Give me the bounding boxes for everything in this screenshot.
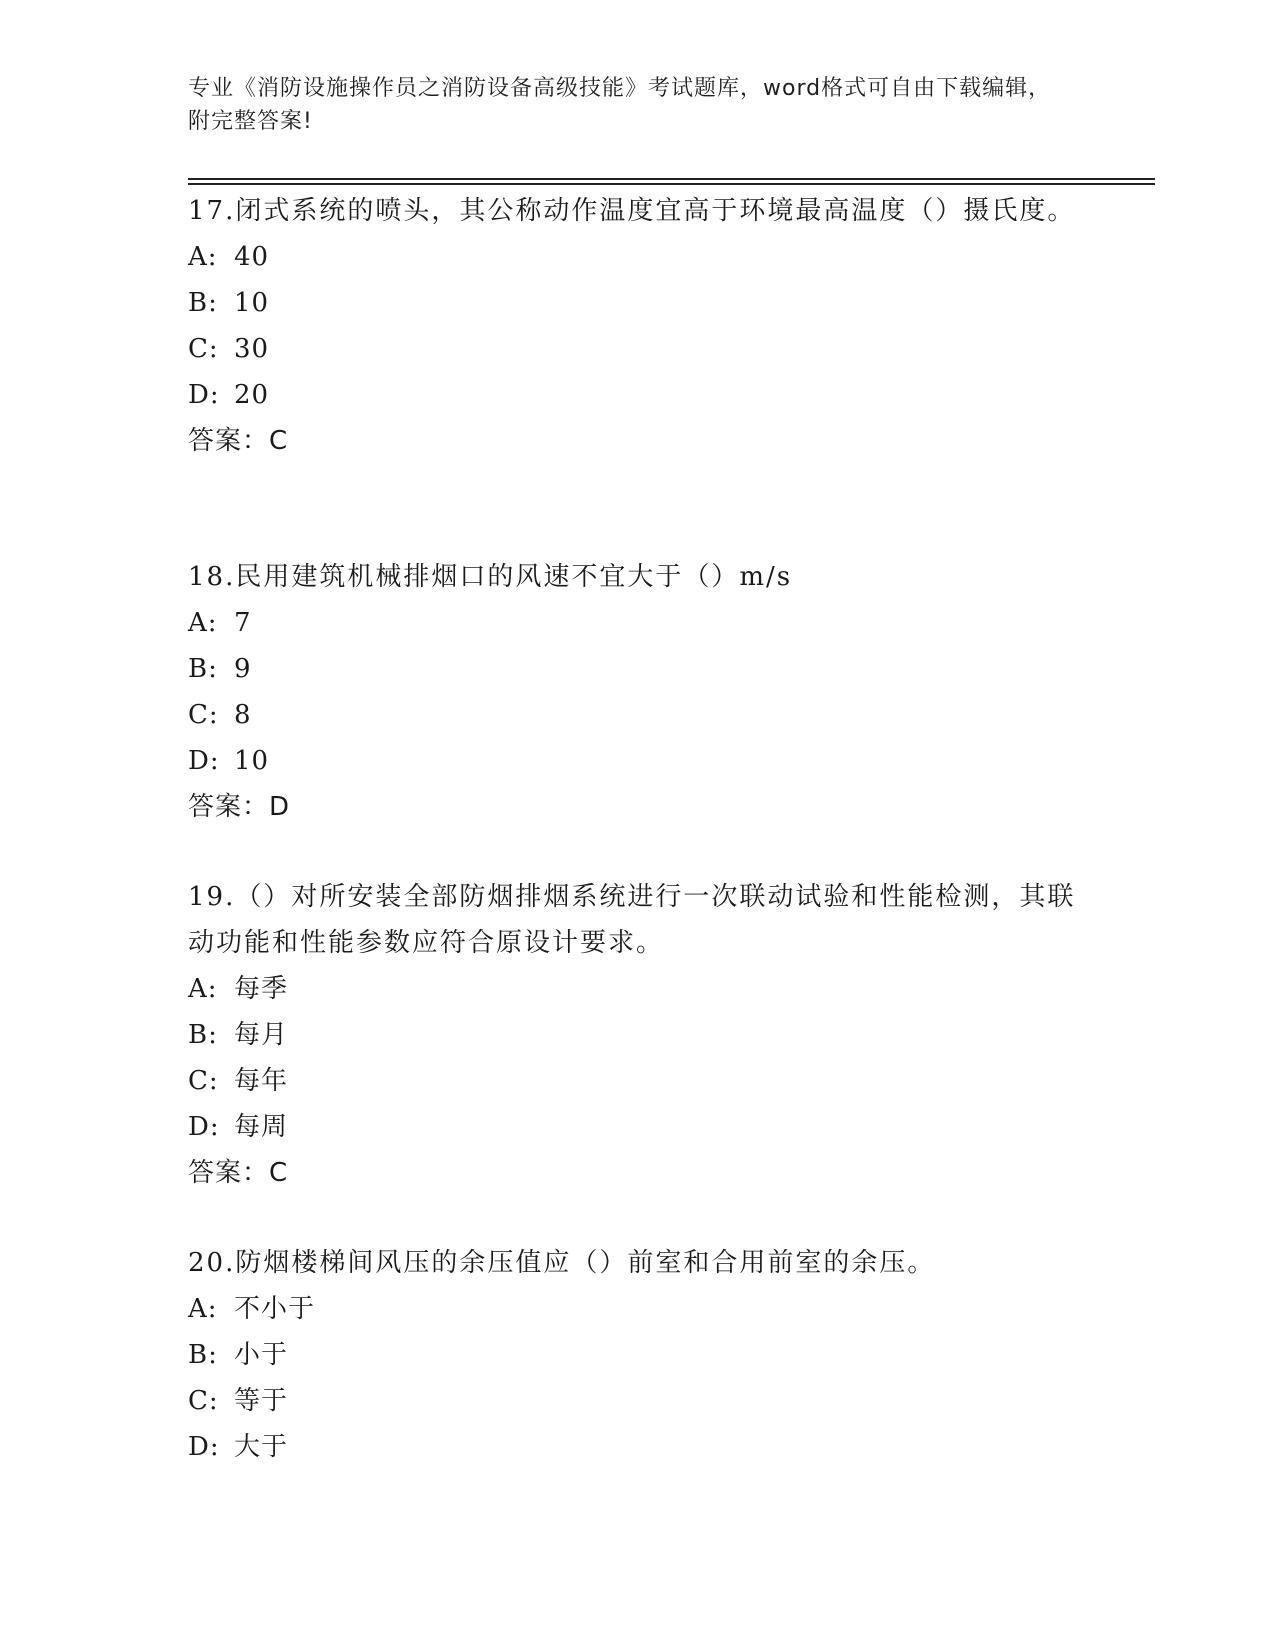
option-b: [188, 1332, 1088, 1378]
header-divider-bottom: [188, 183, 1155, 185]
option-text: 每季: [234, 974, 289, 1004]
option-text: 40: [234, 242, 270, 272]
option-b: [188, 646, 1088, 692]
option-text: 20: [234, 380, 270, 410]
option-text: 等于: [234, 1386, 289, 1416]
option-letter: D:: [188, 746, 220, 776]
option-a: [188, 600, 1088, 646]
option-text: 30: [234, 334, 270, 364]
option-letter: B:: [188, 654, 218, 684]
option-letter: A:: [188, 608, 218, 638]
option-text: 大于: [234, 1432, 289, 1462]
option-letter: A:: [188, 974, 218, 1004]
option-letter: C:: [188, 700, 219, 730]
option-text: 9: [234, 654, 252, 684]
option-a: [188, 966, 1088, 1012]
option-letter: D:: [188, 380, 220, 410]
question-stem: 19.（）对所安装全部防烟排烟系统进行一次联动试验和性能检测，其联动功能和性能参数应符合原设计要求。: [188, 882, 1076, 958]
option-b: [188, 1012, 1088, 1058]
option-text: 每月: [234, 1020, 289, 1050]
option-text: 小于: [234, 1340, 289, 1370]
option-text: 每周: [234, 1112, 289, 1142]
option-letter: B:: [188, 288, 218, 318]
answer-line: 答案：C: [188, 1158, 289, 1188]
option-text: 7: [234, 608, 252, 638]
option-c: [188, 692, 1088, 738]
option-text: 10: [234, 288, 270, 318]
question-19: [188, 874, 1088, 1196]
option-d: [188, 1104, 1088, 1150]
option-d: [188, 372, 1088, 418]
option-letter: D:: [188, 1432, 220, 1462]
option-c: [188, 1058, 1088, 1104]
option-d: [188, 738, 1088, 784]
option-text: 每年: [234, 1066, 289, 1096]
answer-line: 答案：C: [188, 426, 289, 456]
option-letter: C:: [188, 1066, 219, 1096]
option-c: [188, 1378, 1088, 1424]
question-stem: 18.民用建筑机械排烟口的风速不宜大于（）m/s: [188, 562, 793, 592]
option-letter: C:: [188, 1386, 219, 1416]
option-letter: D:: [188, 1112, 220, 1142]
header-note: 专业《消防设施操作员之消防设备高级技能》考试题库，word格式可自由下载编辑，附完整答案!: [188, 76, 1052, 134]
answer-line: 答案：D: [188, 792, 291, 822]
option-letter: A:: [188, 1294, 218, 1324]
option-c: [188, 326, 1088, 372]
question-18: [188, 554, 1088, 830]
question-17: [188, 188, 1088, 464]
option-letter: C:: [188, 334, 219, 364]
question-20: [188, 1240, 1088, 1470]
question-stem: 17.闭式系统的喷头，其公称动作温度宜高于环境最高温度（）摄氏度。: [188, 196, 1076, 226]
option-letter: B:: [188, 1340, 218, 1370]
option-text: 10: [234, 746, 270, 776]
option-letter: A:: [188, 242, 218, 272]
option-a: [188, 1286, 1088, 1332]
option-letter: B:: [188, 1020, 218, 1050]
option-d: [188, 1424, 1088, 1470]
header-divider-top: [188, 178, 1155, 180]
option-b: [188, 280, 1088, 326]
question-stem: 20.防烟楼梯间风压的余压值应（）前室和合用前室的余压。: [188, 1248, 936, 1278]
option-text: 8: [234, 700, 252, 730]
option-text: 不小于: [234, 1294, 316, 1324]
option-a: [188, 234, 1088, 280]
